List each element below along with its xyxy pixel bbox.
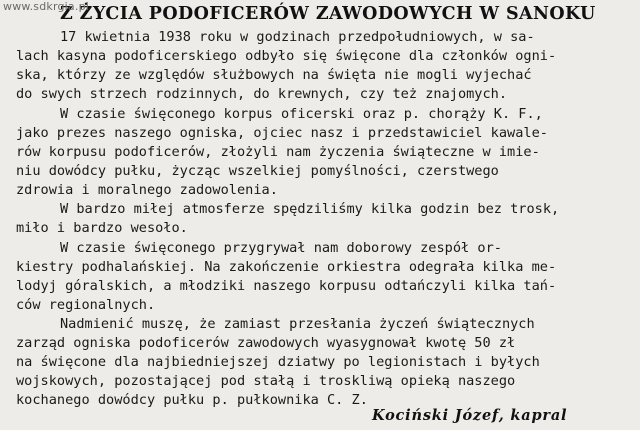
article-line: miło i bardzo wesoło. <box>16 220 188 236</box>
article-line: zarząd ogniska podoficerów zawodowych wyasygnował kwotę 50 zł <box>16 335 516 351</box>
article-line: 17 kwietnia 1938 roku w godzinach przedpołudniowych, w sa- <box>60 29 535 45</box>
article-line: W czasie święconego przygrywał nam doborowy zespół or- <box>60 240 502 256</box>
article-line: na święcone dla najbiedniejszej dziatwy po legionistach i byłych <box>16 354 540 370</box>
article-line: ska, którzy ze względów służbowych na święta nie mogli wyjechać <box>16 67 532 83</box>
article-line: W bardzo miłej atmosferze spędziliśmy kilka godzin bez trosk, <box>60 201 560 217</box>
article-line: wojskowych, pozostającej pod stałą i troskliwą opieką naszego <box>16 373 516 389</box>
article-line: W czasie święconego korpus oficerski oraz p. chorąży K. F., <box>60 106 543 122</box>
article-line: lodyj góralskich, a młodziki naszego korpusu odtańczyli kilka tań- <box>16 278 557 294</box>
author-signature: Kociński Józef, kapral <box>372 407 568 424</box>
article-line: zdrowia i moralnego zadowolenia. <box>16 182 278 198</box>
watermark: www.sdkrgia.pl <box>3 0 90 13</box>
article-line: lach kasyna podoficerskiego odbyło się święcone dla członków ogni- <box>16 48 557 64</box>
article-line: kochanego dowódcy pułku p. pułkownika C. Z. <box>16 392 368 408</box>
article-line: Nadmienić muszę, że zamiast przesłania życzeń świątecznych <box>60 316 535 332</box>
article-headline: Z ŻYCIA PODOFICERÓW ZAWODOWYCH W SANOKU <box>60 4 596 24</box>
article-line: do swych strzech rodzinnych, do krewnych, czy też znajomych. <box>16 86 508 102</box>
article-line: rów korpusu podoficerów, złożyli nam życzenia świąteczne w imie- <box>16 144 540 160</box>
article-line: kiestry podhalańskiej. Na zakończenie orkiestra odegrała kilka me- <box>16 259 557 275</box>
article-line: niu dowódcy pułku, życząc wszelkiej pomyślności, czerstwego <box>16 163 499 179</box>
article-line: ców regionalnych. <box>16 297 156 313</box>
article-line: jako prezes naszego ogniska, ojciec nasz i przedstawiciel kawale- <box>16 125 548 141</box>
